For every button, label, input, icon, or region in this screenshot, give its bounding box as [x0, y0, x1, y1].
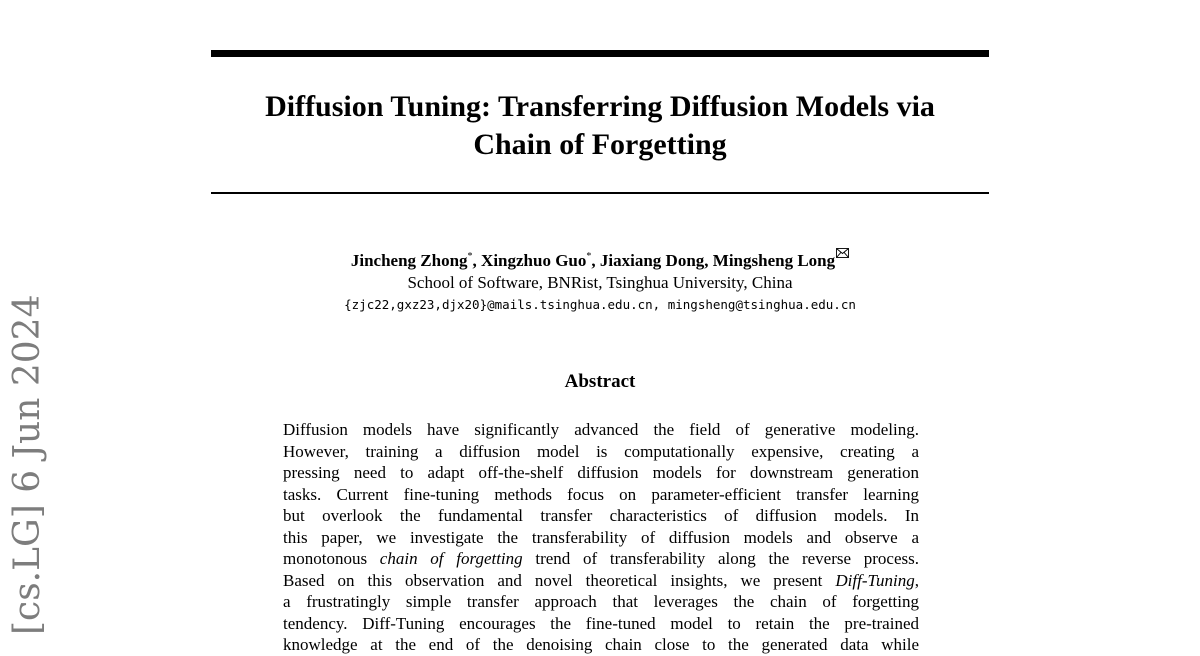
- title-line-1: Diffusion Tuning: Transferring Diffusion Models via: [265, 90, 935, 123]
- abstract-text: Based on this observation and novel theoretical insights, we present: [283, 570, 836, 590]
- envelope-icon: [836, 248, 849, 258]
- author-2: Xingzhuo Guo: [481, 251, 587, 270]
- abstract-line: a frustratingly simple transfer approach that leverages the chain of forgetting: [283, 592, 919, 611]
- abstract-line: tendency. Diff-Tuning encourages the fine-tuned model to retain the pre-trained: [283, 613, 919, 633]
- abstract-line: [283, 570, 919, 592]
- abstract-line: [283, 548, 919, 570]
- author-names: Jincheng Zhong*, Xingzhuo Guo*, Jiaxiang Dong, Mingsheng Long: [200, 248, 1000, 272]
- abstract-body: [283, 419, 919, 656]
- abstract-text: monotonous: [283, 549, 380, 568]
- abstract-line: tasks. Current fine-tuning methods focus on parameter-efficient transfer learning: [283, 484, 919, 504]
- affiliation: School of Software, BNRist, Tsinghua University, China: [407, 273, 793, 292]
- title-rule: [211, 192, 989, 194]
- abstract-line: pressing need to adapt off-the-shelf diffusion models for downstream generation: [283, 463, 919, 482]
- equal-contribution-mark-1: *: [467, 251, 473, 262]
- email-addresses: {zjc22,gxz23,djx20}@mails.tsinghua.edu.cn, mingsheng@tsinghua.edu.cn: [344, 297, 856, 312]
- abstract-heading: Abstract: [564, 371, 636, 392]
- abstract-line: this paper, we investigate the transferability of diffusion models and observe a: [283, 527, 919, 547]
- abstract-emphasis: Diff-Tuning: [835, 570, 915, 590]
- paper-title: [200, 88, 1000, 164]
- abstract-line: Diffusion models have significantly advanced the field of generative modeling.: [283, 420, 919, 439]
- title-line-2: Chain of Forgetting: [473, 128, 727, 161]
- abstract-text: trend of transferability along the reverse process.: [522, 549, 919, 568]
- abstract-line: knowledge at the end of the denoising chain close to the generated data while: [283, 635, 919, 654]
- abstract-line: However, training a diffusion model is computationally expensive, creating a: [283, 441, 919, 461]
- abstract-text: ,: [914, 570, 919, 590]
- author-1: Jincheng Zhong: [350, 251, 468, 270]
- abstract-emphasis: chain of forgetting: [379, 549, 523, 568]
- author-block: [200, 248, 1000, 316]
- arxiv-stamp: [cs.LG] 6 Jun 2024: [7, 294, 48, 635]
- abstract-line: but overlook the fundamental transfer characteristics of diffusion models. In: [283, 506, 919, 525]
- equal-contribution-mark-2: *: [586, 251, 592, 262]
- top-rule: [211, 50, 989, 57]
- author-3-4: Jiaxiang Dong, Mingsheng Long: [599, 251, 836, 270]
